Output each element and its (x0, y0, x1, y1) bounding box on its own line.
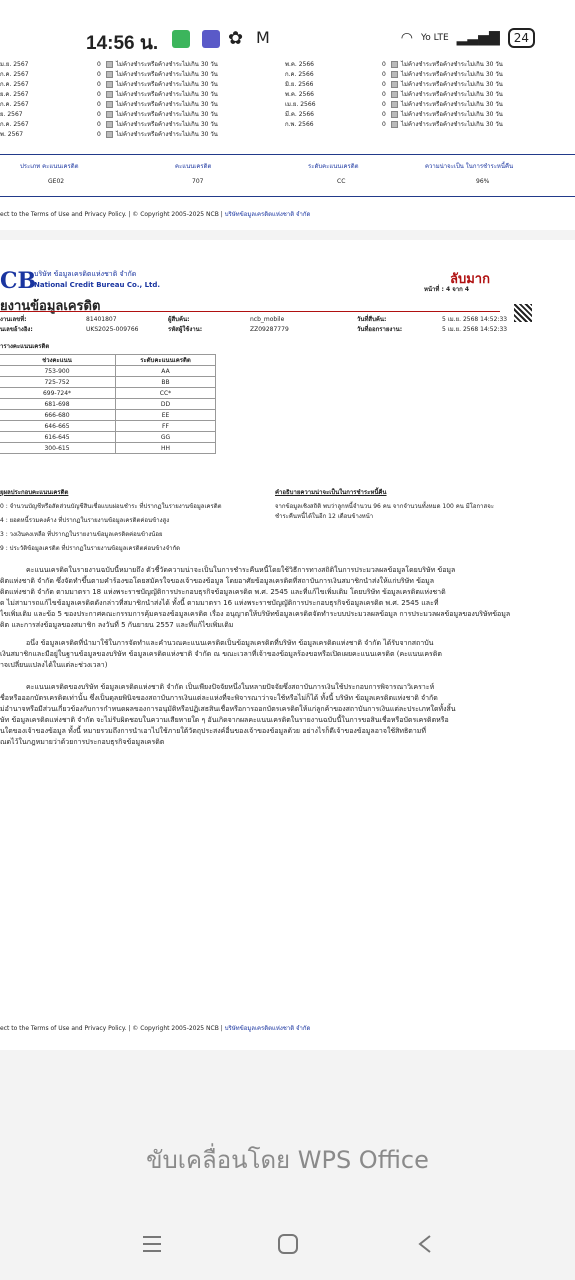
grade-row (0, 421, 216, 432)
home-icon (276, 1232, 300, 1256)
probability-header: ความน่าจะเป็น ในการชำระหนี้คืน (425, 163, 514, 170)
paragraph-line: ณดไว้ในกฎหมายว่าด้วยการประกอบธุรกิจข้อมูลเครดิต (0, 738, 165, 746)
paragraph-line: ดิต และการส่งข้อมูลของสมาชิก ลงวันที่ 5 กันยายน 2557 และที่แก้ไขเพิ่มเติม (0, 621, 234, 629)
row-count: 0 (382, 91, 386, 98)
divider (0, 196, 575, 197)
paragraph-line: ดิตแห่งชาติ จำกัด ซึ่งจัดทำขึ้นตามคำร้องขอโดยสมัครใจของเจ้าของข้อมูล โดยอาศัยข้อมูลเครดิตที่สถาบันการเงินสมาชิกนำส่งให้แก่บริษัท ข้อมูล (0, 577, 435, 585)
grade-level: AA (116, 366, 216, 377)
grade-level: HH (116, 443, 216, 454)
paragraph-line: ม่อำนาจหรือมีส่วนเกี่ยวข้องกับการกำหนดผลของการอนุมัติหรือปฏิเสธสินเชื่อหรือการออกบัตรเครดิตให้แก่ลูกค้าของสถาบันการเงินแต่ละประเภทใดทั้งสิ้น (0, 705, 456, 713)
row-status: ไม่ค้างชำระหรือค้างชำระไม่เกิน 30 วัน (116, 131, 218, 138)
grade-row (0, 377, 216, 388)
grade-row (0, 410, 216, 421)
grade-range: 753-900 (0, 366, 116, 377)
checkbox-icon (106, 121, 113, 128)
row-count: 0 (97, 101, 101, 108)
checkbox-icon (106, 111, 113, 118)
checkbox-icon (391, 91, 398, 98)
grade-col-level: ระดับคะแนนเครดิต (116, 355, 216, 366)
factor-item: 3 : วงเงินคงเหลือ ที่ปรากฏในรายงานข้อมูลเครดิตค่อนข้างน้อย (0, 531, 163, 538)
checkbox-icon (391, 101, 398, 108)
wps-powered-by: ขับเคลื่อนโดย WPS Office (146, 1146, 429, 1174)
checkbox-icon (391, 81, 398, 88)
row-count: 0 (97, 111, 101, 118)
meta-label: รหัสผู้ใช้งาน: (168, 326, 203, 333)
row-status: ไม่ค้างชำระหรือค้างชำระไม่เกิน 30 วัน (116, 71, 218, 78)
checkbox-icon (106, 101, 113, 108)
row-status: ไม่ค้างชำระหรือค้างชำระไม่เกิน 30 วัน (401, 111, 503, 118)
company-name-en: National Credit Bureau Co., Ltd. (34, 281, 161, 289)
grade-range: 699-724* (0, 388, 116, 399)
menu-icon (140, 1232, 164, 1256)
grade-level: DD (116, 399, 216, 410)
gallery-app-icon (202, 30, 220, 48)
factors-title: ยุผลประกอบคะแนนเครดิต (0, 489, 69, 496)
row-status: ไม่ค้างชำระหรือค้างชำระไม่เกิน 30 วัน (116, 61, 218, 68)
row-status: ไม่ค้างชำระหรือค้างชำระไม่เกิน 30 วัน (116, 111, 218, 118)
row-status: ไม่ค้างชำระหรือค้างชำระไม่เกิน 30 วัน (116, 121, 218, 128)
row-count: 0 (97, 61, 101, 68)
probability-line-1: จากข้อมูลเชิงสถิติ พบว่าลูกหนี้จำนวน 96 คน จากจำนวนทั้งหมด 100 คน มีโอกาสจะ (275, 503, 494, 510)
checkbox-icon (106, 81, 113, 88)
meta-value: ncb_mobile (250, 316, 285, 323)
paragraph-line: ชื่อหรือออกบัตรเครดิตเท่านั้น ซึ่งเป็นดุลยพินิจของสถาบันการเงินแต่ละแห่งที่จะพิจารณาว่าจะใช้หรือไม่ก็ได้ ทั้งนี้ บริษัท ข้อมูลเครดิตแห่งชาติ จำกัด (0, 694, 438, 702)
ncb-logo: CB (0, 268, 37, 294)
signal-icon: ▂▃▅▇ (456, 30, 500, 46)
row-count: 0 (382, 101, 386, 108)
paragraph-line: ื่นใดของเจ้าของข้อมูล ทั้งนี้ หมายรวมถึงการนำเอาไปใช้ภายใต้วัตถุประสงค์อื่นของเจ้าของข้อมูลด้วย อย่างไรก็ดีเจ้าของข้อมูลอาจใช้สิทธิตามที่ (0, 727, 426, 735)
android-nav-bar (0, 1210, 575, 1280)
paragraph-line: ษัท ข้อมูลเครดิตแห่งชาติ จำกัด จะไม่รับผิดชอบในความเสียหายใด ๆ อันเกิดจากผลคะแนนเครดิตในรายงานฉบับนี้ในการขอสินเชื่อหรือบัตรเครดิตหรือ (0, 716, 449, 724)
status-bar (0, 0, 575, 58)
probability-line-2: ชำระคืนหนี้ได้ในอีก 12 เดือนข้างหน้า (275, 513, 374, 520)
grade-row (0, 432, 216, 443)
page-number: หน้าที่ : 4 จาก 4 (424, 286, 470, 293)
grade-range: 646-665 (0, 421, 116, 432)
score-type-header: ประเภท คะแนนเครดิต (20, 163, 79, 170)
checkbox-icon (106, 91, 113, 98)
row-status: ไม่ค้างชำระหรือค้างชำระไม่เกิน 30 วัน (116, 81, 218, 88)
lte-icon: Yo LTE (421, 33, 449, 43)
row-status: ไม่ค้างชำระหรือค้างชำระไม่เกิน 30 วัน (401, 71, 503, 78)
grade-row (0, 443, 216, 454)
row-count: 0 (97, 91, 101, 98)
meta-value: 81401807 (86, 316, 117, 323)
back-button[interactable] (413, 1232, 437, 1256)
row-month: ก.ค. 2567 (0, 101, 29, 108)
factor-item: 4 : ยอดหนี้รวมคงค้าง ที่ปรากฏในรายงานข้อมูลเครดิตค่อนข้างสูง (0, 517, 170, 524)
score-level-header: ระดับคะแนนเครดิต (308, 163, 359, 170)
line-app-icon (172, 30, 190, 48)
row-month: ก.พ. 2566 (285, 121, 314, 128)
row-count: 0 (97, 121, 101, 128)
checkbox-icon (391, 61, 398, 68)
grade-level: FF (116, 421, 216, 432)
divider (0, 154, 575, 155)
row-month: ก.ค. 2567 (0, 81, 29, 88)
checkbox-icon (391, 111, 398, 118)
row-count: 0 (382, 61, 386, 68)
divider (0, 311, 500, 312)
page-footer: ect to the Terms of Use and Privacy Policy. | © Copyright 2005-2025 NCB | บริษัทข้อมูลเครดิตแห่งชาติ จำกัด (0, 1025, 311, 1032)
row-month: มิ.ย. 2566 (285, 81, 314, 88)
grade-row (0, 399, 216, 410)
grade-section-title: ารางคะแนนเครดิต (0, 343, 50, 350)
row-status: ไม่ค้างชำระหรือค้างชำระไม่เกิน 30 วัน (401, 61, 503, 68)
grade-range: 616-645 (0, 432, 116, 443)
checkbox-icon (106, 71, 113, 78)
disclaimer-paragraph-1 (0, 565, 575, 631)
report-title: ยงานข้อมูลเครดิต (0, 299, 101, 314)
status-indicators (401, 28, 535, 48)
meta-value: UKS2025-009766 (86, 326, 139, 333)
row-count: 0 (382, 111, 386, 118)
grade-row (0, 366, 216, 377)
paragraph-line: ไขเพิ่มเติม และข้อ 5 ของประกาศคณะกรรมการคุ้มครองข้อมูลเครดิต เรื่อง อนุญาตให้บริษัทข้อมูลเครดิตจัดทำระบบประมวลผลข้อมูล การประมวลผลข้อมูลของบริษัทข้อมูล (0, 610, 511, 618)
company-name-th: บริษัท ข้อมูลเครดิตแห่งชาติ จำกัด (34, 270, 137, 278)
row-month: มี.ค. 2566 (285, 111, 314, 118)
meta-value: 5 เม.ย. 2568 14:52:33 (442, 316, 508, 323)
paragraph-line: าจเปลี่ยนแปลงได้ในแต่ละช่วงเวลา) (0, 661, 108, 669)
grade-range: 725-752 (0, 377, 116, 388)
row-status: ไม่ค้างชำระหรือค้างชำระไม่เกิน 30 วัน (116, 91, 218, 98)
row-month: ก.ค. 2566 (285, 71, 314, 78)
row-status: ไม่ค้างชำระหรือค้างชำระไม่เกิน 30 วัน (401, 91, 503, 98)
row-month: พ.ค. 2566 (285, 91, 314, 98)
ncb-link[interactable]: บริษัทข้อมูลเครดิตแห่งชาติ จำกัด (224, 211, 311, 218)
grade-row (0, 388, 216, 399)
row-month: ย.ค. 2567 (0, 91, 29, 98)
row-month: ก.ค. 2567 (0, 71, 29, 78)
score-type-value: GE02 (48, 178, 65, 185)
score-level-value: CC (337, 178, 346, 185)
row-status: ไม่ค้างชำระหรือค้างชำระไม่เกิน 30 วัน (116, 101, 218, 108)
meta-label: วันที่สืบค้น: (357, 316, 387, 323)
confidential-label: ลับมาก (450, 272, 490, 287)
paragraph-line: คะแนนเครดิตของบริษัท ข้อมูลเครดิตแห่งชาติ จำกัด เป็นเพียงปัจจัยหนึ่งในหลายปัจจัยซึ่งสถาบันการเงินใช้ประกอบการพิจารณาวิเคราะห์ (26, 683, 435, 691)
paragraph-line: ด ไม่สามารถแก้ไขข้อมูลเครดิตดังกล่าวที่สมาชิกนำส่งได้ ทั้งนี้ ตามมาตรา 16 แห่งพระราชบัญญัติการประกอบธุรกิจข้อมูลเครดิต พ.ศ. 2545 และที่ (0, 599, 439, 607)
row-status: ไม่ค้างชำระหรือค้างชำระไม่เกิน 30 วัน (401, 121, 503, 128)
flower-app-icon: ✿ (228, 28, 244, 49)
checkbox-icon (391, 121, 398, 128)
row-month: ม.ย. 2567 (0, 61, 29, 68)
grade-range: 300-615 (0, 443, 116, 454)
score-value: 707 (192, 178, 204, 185)
row-count: 0 (97, 71, 101, 78)
grade-range: 666-680 (0, 410, 116, 421)
disclaimer-paragraph-3 (0, 682, 575, 748)
paragraph-line: เงินสมาชิกและมีอยู่ในฐานข้อมูลของบริษัท ข้อมูลเครดิตแห่งชาติ จำกัด ณ ขณะเวลาที่เจ้าของข้อมูลร้องขอหรือเปิดเผยคะแนนเครดิต (คะแนนเครดิต (0, 650, 442, 658)
grade-level: CC* (116, 388, 216, 399)
paragraph-line: คะแนนเครดิตในรายงานฉบับนี้หมายถึง ตัวชี้วัดความน่าจะเป็นในการชำระคืนหนี้โดยใช้วิธีการทางสถิติในการประมวลผลข้อมูลโดยบริษัท ข้อมูล (26, 566, 456, 574)
checkbox-icon (391, 71, 398, 78)
probability-value: 96% (476, 178, 490, 185)
row-month: พ.ค. 2566 (285, 61, 314, 68)
meta-label: วันที่ออกรายงาน: (357, 326, 403, 333)
meta-value: ZZ09287779 (250, 326, 289, 333)
row-month: พ. 2567 (0, 131, 24, 138)
mail-icon: M (256, 28, 270, 47)
grade-col-range: ช่วงคะแนน (0, 355, 116, 366)
battery-icon: 24 (508, 28, 535, 48)
factor-item: 9 : ประวัติข้อมูลเครดิต ที่ปรากฏในรายงานข้อมูลเครดิตค่อนข้างจำกัด (0, 545, 181, 552)
row-month: เม.ย. 2566 (285, 101, 316, 108)
checkbox-icon (106, 61, 113, 68)
ncb-link[interactable]: บริษัทข้อมูลเครดิตแห่งชาติ จำกัด (224, 1025, 311, 1032)
meta-value: 5 เม.ย. 2568 14:52:33 (442, 326, 508, 333)
row-month: ก.ค. 2567 (0, 121, 29, 128)
meta-label: ผู้สืบค้น: (168, 316, 190, 323)
row-count: 0 (382, 81, 386, 88)
recent-apps-button[interactable] (140, 1232, 164, 1256)
grade-level: BB (116, 377, 216, 388)
row-count: 0 (97, 131, 101, 138)
row-count: 0 (382, 121, 386, 128)
document-page-4 (0, 240, 575, 1050)
meta-label: งานเลขที่: (0, 316, 27, 323)
grade-level: EE (116, 410, 216, 421)
grade-range: 681-698 (0, 399, 116, 410)
paragraph-line: อนึ่ง ข้อมูลเครดิตที่นำมาใช้ในการจัดทำและคำนวณคะแนนเครดิตเป็นข้อมูลเครดิตที่บริษัท ข้อมูลเครดิตแห่งชาติ จำกัด ได้รับจากสถาบัน (26, 639, 434, 647)
row-count: 0 (382, 71, 386, 78)
page-footer: ect to the Terms of Use and Privacy Policy. | © Copyright 2005-2025 NCB | บริษัทข้อมูลเครดิตแห่งชาติ จำกัด (0, 211, 311, 218)
row-month: ย. 2567 (0, 111, 23, 118)
factor-item: 0 : จำนวนบัญชีหรือสัดส่วนบัญชีสินเชื่อแบบผ่อนชำระ ที่ปรากฏในรายงานข้อมูลเครดิต (0, 503, 222, 510)
row-count: 0 (97, 81, 101, 88)
wifi-icon: ◠ (400, 30, 413, 46)
document-page-3 (0, 58, 575, 230)
probability-title: คำอธิบายความน่าจะเป็นในการชำระหนี้คืน (275, 489, 387, 496)
disclaimer-paragraph-2 (0, 638, 575, 671)
grade-table (0, 354, 216, 454)
grade-level: GG (116, 432, 216, 443)
checkbox-icon (106, 131, 113, 138)
meta-label: นเลขอ้างอิง: (0, 326, 33, 333)
qr-code (514, 304, 532, 322)
clock: 14:56 น. (86, 33, 159, 54)
row-status: ไม่ค้างชำระหรือค้างชำระไม่เกิน 30 วัน (401, 101, 503, 108)
score-header: คะแนนเครดิต (175, 163, 212, 170)
home-button[interactable] (276, 1232, 300, 1256)
row-status: ไม่ค้างชำระหรือค้างชำระไม่เกิน 30 วัน (401, 81, 503, 88)
paragraph-line: ดิตแห่งชาติ จำกัด ตามมาตรา 18 แห่งพระราชบัญญัติการประกอบธุรกิจข้อมูลเครดิต พ.ศ. 2545 และที่แก้ไขเพิ่มเติม โดยบริษัท ข้อมูลเครดิตแห่งชาติ (0, 588, 446, 596)
back-icon (413, 1232, 437, 1256)
